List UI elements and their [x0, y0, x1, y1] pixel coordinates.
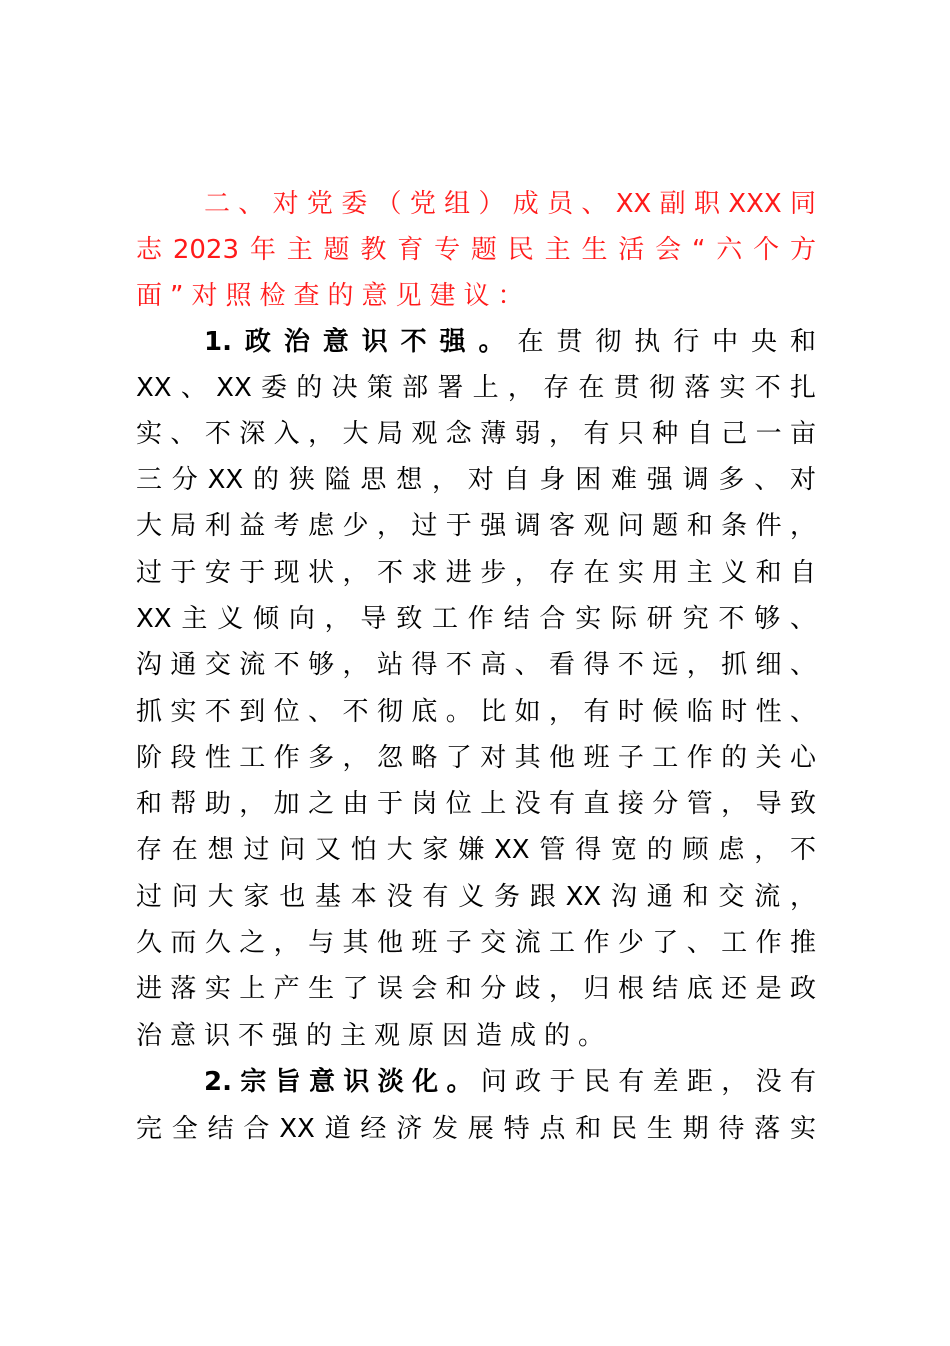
section1-line: 过于安于现状，不求进步，存在实用主义和自 [136, 558, 816, 588]
section1-line: 治意识不强的主观原因造成的。 [136, 1021, 613, 1051]
section1-line: 沟通交流不够，站得不高、看得不远，抓细、 [136, 650, 816, 680]
section1-line: 过问大家也基本没有义务跟XX沟通和交流， [136, 882, 816, 912]
section2-line: 完全结合XX道经济发展特点和民生期待落实 [136, 1114, 816, 1144]
section1-line: 存在想过问又怕大家嫌XX管得宽的顾虑，不 [136, 835, 816, 865]
heading-line-3: 面”对照检查的意见建议： [136, 281, 532, 311]
section2-first-line [204, 1062, 816, 1102]
section1-first-line-text: 在贯彻执行中央和 [517, 327, 816, 357]
section1-line: 久而久之，与其他班子交流工作少了、工作推 [136, 928, 816, 958]
heading-line-2: 志2023年主题教育专题民主生活会“六个方 [136, 235, 816, 265]
section1-line: 实、不深入，大局观念薄弱，有只种自己一亩 [136, 419, 816, 449]
section1-line: 阶段性工作多，忽略了对其他班子工作的关心 [136, 743, 816, 773]
section1-line: XX、XX委的决策部署上，存在贯彻落实不扎 [136, 373, 816, 403]
heading-line-1: 二、对党委（党组）成员、XX副职XXX同 [204, 189, 816, 219]
section1-line: 大局利益考虑少，过于强调客观问题和条件， [136, 511, 816, 541]
section1-line: XX主义倾向，导致工作结合实际研究不够、 [136, 604, 816, 634]
section1-line: 三分XX的狭隘思想，对自身困难强调多、对 [136, 465, 816, 495]
section2-title: 2.宗旨意识淡化。 [204, 1067, 481, 1097]
section1-first-line [204, 322, 816, 362]
section2-first-line-text: 问政于民有差距，没有 [480, 1067, 816, 1097]
section1-line: 抓实不到位、不彻底。比如，有时候临时性、 [136, 697, 816, 727]
section1-line: 和帮助，加之由于岗位上没有直接分管，导致 [136, 789, 816, 819]
section1-line: 进落实上产生了误会和分歧，归根结底还是政 [136, 974, 816, 1004]
section1-title: 1.政治意识不强。 [204, 327, 518, 357]
